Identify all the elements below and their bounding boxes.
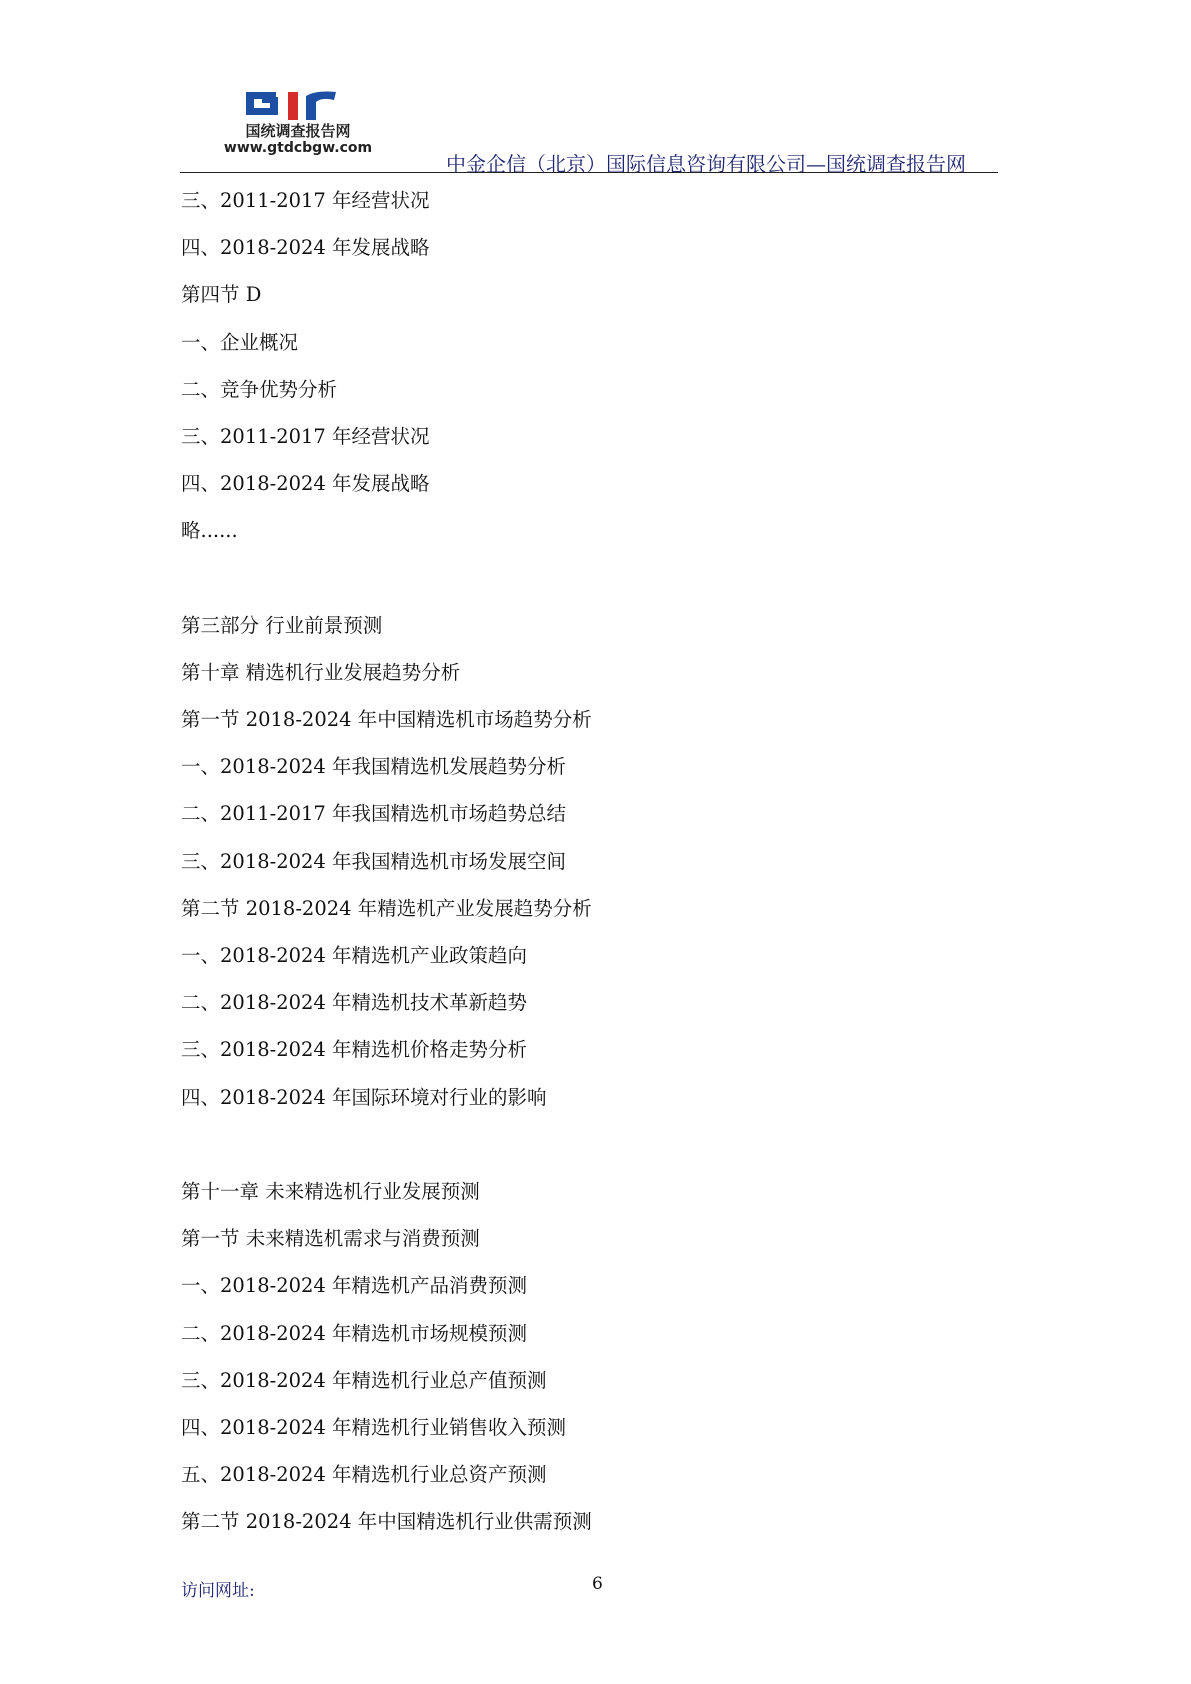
toc-line: 一、2018-2024 年精选机产品消费预测 (181, 1274, 528, 1298)
toc-line: 略...... (181, 519, 238, 543)
toc-line: 一、2018-2024 年精选机产业政策趋向 (181, 944, 528, 967)
toc-line: 第一节 2018-2024 年中国精选机市场趋势分析 (181, 708, 592, 732)
toc-line: 第二节 2018-2024 年精选机产业发展趋势分析 (181, 896, 592, 920)
toc-line: 二、2011-2017 年我国精选机市场趋势总结 (181, 802, 567, 826)
toc-blank-line (181, 1130, 592, 1177)
toc-line: 三、2018-2024 年精选机价格走势分析 (181, 1038, 528, 1062)
toc-line: 四、2018-2024 年国际环境对行业的影响 (181, 1085, 547, 1109)
toc-line: 第十章 精选机行业发展趋势分析 (181, 660, 461, 684)
toc-line: 三、2011-2017 年经营状况 (181, 189, 430, 212)
toc-blank-line (181, 564, 592, 611)
toc-line: 第十一章 未来精选机行业发展预测 (181, 1179, 480, 1203)
gir-logo-icon (242, 86, 346, 120)
toc-line: 四、2018-2024 年发展战略 (181, 236, 430, 260)
toc-line: 三、2011-2017 年经营状况 (181, 424, 430, 448)
toc-line: 四、2018-2024 年发展战略 (181, 472, 430, 496)
company-name: 中金企信（北京）国际信息咨询有限公司—国统调查报告网 (446, 152, 966, 176)
toc-line: 二、2018-2024 年精选机技术革新趋势 (181, 991, 528, 1015)
toc-line: 五、2018-2024 年精选机行业总资产预测 (181, 1463, 547, 1487)
toc-line: 第一节 未来精选机需求与消费预测 (181, 1227, 480, 1251)
page-number: 6 (592, 1574, 603, 1594)
header-divider (180, 172, 998, 173)
footer-visit-url-label[interactable]: 访问网址: (181, 1581, 255, 1601)
toc-line: 三、2018-2024 年我国精选机市场发展空间 (181, 849, 567, 873)
table-of-contents (181, 186, 592, 1554)
toc-line: 第二节 2018-2024 年中国精选机行业供需预测 (181, 1510, 592, 1534)
toc-line: 四、2018-2024 年精选机行业销售收入预测 (181, 1415, 567, 1439)
logo-url: www.gtdcbgw.com (223, 140, 373, 156)
toc-line: 二、2018-2024 年精选机市场规模预测 (181, 1321, 528, 1345)
toc-line: 一、2018-2024 年我国精选机发展趋势分析 (181, 755, 567, 779)
toc-line: 第四节 D (181, 283, 262, 307)
toc-line: 第三部分 行业前景预测 (181, 613, 383, 637)
logo-name: 国统调查报告网 (245, 122, 351, 140)
toc-line: 一、企业概况 (181, 330, 299, 354)
toc-line: 三、2018-2024 年精选机行业总产值预测 (181, 1368, 547, 1392)
toc-line: 二、竞争优势分析 (181, 377, 338, 401)
site-logo (218, 86, 378, 158)
